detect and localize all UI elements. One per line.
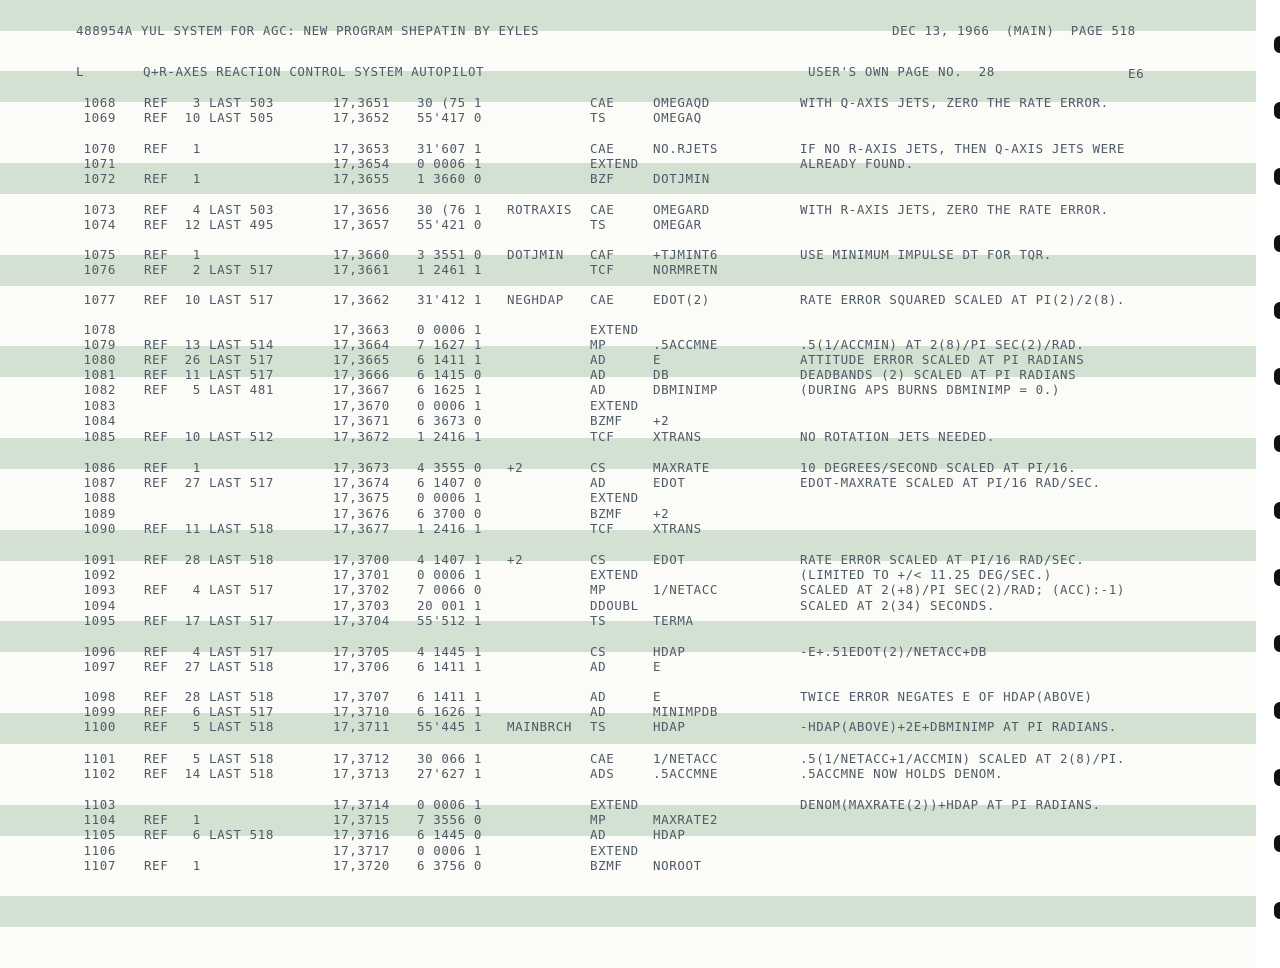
line-number: 1097 xyxy=(83,659,116,674)
address: 17,3673 xyxy=(333,460,390,475)
opcode: CAE xyxy=(590,141,615,156)
address: 17,3671 xyxy=(333,413,390,428)
opcode: CS xyxy=(590,644,607,659)
opcode: TS xyxy=(590,613,607,628)
address: 17,3707 xyxy=(333,689,390,704)
opcode: CAE xyxy=(590,751,615,766)
octal-word: 7 0066 0 xyxy=(417,582,483,597)
ref-field: REF 10 LAST 512 xyxy=(144,429,275,444)
operand: EDOT xyxy=(653,552,686,567)
address: 17,3652 xyxy=(333,110,390,125)
operand: OMEGAQ xyxy=(653,110,702,125)
line-number: 1079 xyxy=(83,337,116,352)
greenbar-stripe xyxy=(0,896,1256,927)
address: 17,3662 xyxy=(333,292,390,307)
line-number: 1089 xyxy=(83,506,116,521)
octal-word: 4 3555 0 xyxy=(417,460,483,475)
line-number: 1068 xyxy=(83,95,116,110)
line-number: 1071 xyxy=(83,156,116,171)
ref-field: REF 6 LAST 518 xyxy=(144,827,275,842)
operand: 1/NETACC xyxy=(653,751,719,766)
operand: OMEGARD xyxy=(653,202,710,217)
opcode: TCF xyxy=(590,262,615,277)
octal-word: 0 0006 1 xyxy=(417,398,483,413)
address: 17,3663 xyxy=(333,322,390,337)
ref-field: REF 6 LAST 517 xyxy=(144,704,275,719)
header-date-page: DEC 13, 1966 (MAIN) PAGE 518 xyxy=(892,23,1136,38)
opcode: AD xyxy=(590,475,607,490)
line-number: 1086 xyxy=(83,460,116,475)
line-number: 1087 xyxy=(83,475,116,490)
comment: EDOT-MAXRATE SCALED AT PI/16 RAD/SEC. xyxy=(800,475,1101,490)
opcode: AD xyxy=(590,659,607,674)
line-number: 1082 xyxy=(83,382,116,397)
octal-word: 6 1445 0 xyxy=(417,827,483,842)
line-number: 1070 xyxy=(83,141,116,156)
line-number: 1078 xyxy=(83,322,116,337)
octal-word: 55'421 0 xyxy=(417,217,483,232)
ref-field: REF 4 LAST 503 xyxy=(144,202,275,217)
comment: SCALED AT 2(+8)/PI SEC(2)/RAD; (ACC):-1) xyxy=(800,582,1126,597)
ref-field: REF 1 xyxy=(144,858,201,873)
line-number: 1084 xyxy=(83,413,116,428)
address: 17,3710 xyxy=(333,704,390,719)
label: MAINBRCH xyxy=(507,719,573,734)
operand: E xyxy=(653,689,662,704)
octal-word: 6 1625 1 xyxy=(417,382,483,397)
octal-word: 30 066 1 xyxy=(417,751,483,766)
sprocket-hole xyxy=(1274,702,1280,719)
operand: DBMINIMP xyxy=(653,382,719,397)
comment: IF NO R-AXIS JETS, THEN Q-AXIS JETS WERE xyxy=(800,141,1126,156)
octal-word: 31'412 1 xyxy=(417,292,483,307)
ref-field: REF 4 LAST 517 xyxy=(144,644,275,659)
opcode: BZF xyxy=(590,171,615,186)
line-number: 1080 xyxy=(83,352,116,367)
address: 17,3713 xyxy=(333,766,390,781)
operand: MAXRATE xyxy=(653,460,710,475)
ref-field: REF 12 LAST 495 xyxy=(144,217,275,232)
page-code: E6 xyxy=(1128,66,1145,81)
line-number: 1081 xyxy=(83,367,116,382)
ref-field: REF 27 LAST 517 xyxy=(144,475,275,490)
operand: MAXRATE2 xyxy=(653,812,719,827)
octal-word: 6 3700 0 xyxy=(417,506,483,521)
octal-word: 6 3756 0 xyxy=(417,858,483,873)
octal-word: 7 3556 0 xyxy=(417,812,483,827)
ref-field: REF 1 xyxy=(144,812,201,827)
ref-field: REF 5 LAST 481 xyxy=(144,382,275,397)
line-number: 1094 xyxy=(83,598,116,613)
octal-word: 3 3551 0 xyxy=(417,247,483,262)
address: 17,3655 xyxy=(333,171,390,186)
operand: NO.RJETS xyxy=(653,141,719,156)
opcode: EXTEND xyxy=(590,398,639,413)
line-number: 1099 xyxy=(83,704,116,719)
sprocket-hole xyxy=(1274,102,1280,119)
sprocket-hole xyxy=(1274,902,1280,919)
comment: -HDAP(ABOVE)+2E+DBMINIMP AT PI RADIANS. xyxy=(800,719,1117,734)
octal-word: 1 3660 0 xyxy=(417,171,483,186)
octal-word: 1 2416 1 xyxy=(417,521,483,536)
line-number: 1074 xyxy=(83,217,116,232)
label: NEGHDAP xyxy=(507,292,564,307)
address: 17,3660 xyxy=(333,247,390,262)
octal-word: 30 (75 1 xyxy=(417,95,483,110)
operand: E xyxy=(653,659,662,674)
comment: ATTITUDE ERROR SCALED AT PI RADIANS xyxy=(800,352,1085,367)
line-number: 1075 xyxy=(83,247,116,262)
tractor-feed-strip xyxy=(1256,0,1280,968)
octal-word: 0 0006 1 xyxy=(417,322,483,337)
operand: NORMRETN xyxy=(653,262,719,277)
line-number: 1102 xyxy=(83,766,116,781)
opcode: MP xyxy=(590,337,607,352)
comment: -E+.51EDOT(2)/NETACC+DB xyxy=(800,644,987,659)
ref-field: REF 17 LAST 517 xyxy=(144,613,275,628)
line-number: 1092 xyxy=(83,567,116,582)
operand: HDAP xyxy=(653,644,686,659)
comment: WITH R-AXIS JETS, ZERO THE RATE ERROR. xyxy=(800,202,1109,217)
opcode: TCF xyxy=(590,429,615,444)
ref-field: REF 28 LAST 518 xyxy=(144,689,275,704)
opcode: EXTEND xyxy=(590,843,639,858)
operand: EDOT xyxy=(653,475,686,490)
address: 17,3664 xyxy=(333,337,390,352)
line-number: 1093 xyxy=(83,582,116,597)
line-number: 1105 xyxy=(83,827,116,842)
ref-field: REF 10 LAST 517 xyxy=(144,292,275,307)
opcode: TS xyxy=(590,217,607,232)
opcode: EXTEND xyxy=(590,797,639,812)
address: 17,3665 xyxy=(333,352,390,367)
sprocket-hole xyxy=(1274,435,1280,452)
sprocket-hole xyxy=(1274,168,1280,185)
ref-field: REF 28 LAST 518 xyxy=(144,552,275,567)
sprocket-hole xyxy=(1274,36,1280,53)
octal-word: 0 0006 1 xyxy=(417,797,483,812)
sprocket-hole xyxy=(1274,635,1280,652)
line-number: 1103 xyxy=(83,797,116,812)
octal-word: 55'445 1 xyxy=(417,719,483,734)
address: 17,3702 xyxy=(333,582,390,597)
address: 17,3714 xyxy=(333,797,390,812)
opcode: AD xyxy=(590,704,607,719)
address: 17,3657 xyxy=(333,217,390,232)
ref-field: REF 11 LAST 518 xyxy=(144,521,275,536)
address: 17,3705 xyxy=(333,644,390,659)
line-number: 1096 xyxy=(83,644,116,659)
sprocket-hole xyxy=(1274,235,1280,252)
octal-word: 6 1411 1 xyxy=(417,659,483,674)
address: 17,3712 xyxy=(333,751,390,766)
opcode: EXTEND xyxy=(590,490,639,505)
operand: +2 xyxy=(653,413,670,428)
comment: NO ROTATION JETS NEEDED. xyxy=(800,429,996,444)
label: DOTJMIN xyxy=(507,247,564,262)
operand: XTRANS xyxy=(653,521,702,536)
label: +2 xyxy=(507,552,524,567)
address: 17,3703 xyxy=(333,598,390,613)
label: ROTRAXIS xyxy=(507,202,573,217)
sprocket-hole xyxy=(1274,769,1280,786)
octal-word: 55'512 1 xyxy=(417,613,483,628)
opcode: ADS xyxy=(590,766,615,781)
sprocket-hole xyxy=(1274,368,1280,385)
line-number: 1098 xyxy=(83,689,116,704)
octal-word: 4 1407 1 xyxy=(417,552,483,567)
address: 17,3661 xyxy=(333,262,390,277)
ref-field: REF 26 LAST 517 xyxy=(144,352,275,367)
address: 17,3716 xyxy=(333,827,390,842)
comment: RATE ERROR SQUARED SCALED AT PI(2)/2(8). xyxy=(800,292,1126,307)
ref-field: REF 5 LAST 518 xyxy=(144,751,275,766)
address: 17,3654 xyxy=(333,156,390,171)
comment: .5(1/ACCMIN) AT 2(8)/PI SEC(2)/RAD. xyxy=(800,337,1085,352)
sprocket-hole xyxy=(1274,302,1280,319)
operand: DB xyxy=(653,367,670,382)
line-number: 1083 xyxy=(83,398,116,413)
opcode: AD xyxy=(590,352,607,367)
line-number: 1095 xyxy=(83,613,116,628)
address: 17,3666 xyxy=(333,367,390,382)
ref-field: REF 1 xyxy=(144,141,201,156)
opcode: TS xyxy=(590,719,607,734)
operand: HDAP xyxy=(653,827,686,842)
operand: E xyxy=(653,352,662,367)
opcode: MP xyxy=(590,582,607,597)
line-number: 1091 xyxy=(83,552,116,567)
line-number: 1107 xyxy=(83,858,116,873)
opcode: EXTEND xyxy=(590,567,639,582)
opcode: CS xyxy=(590,552,607,567)
address: 17,3667 xyxy=(333,382,390,397)
address: 17,3670 xyxy=(333,398,390,413)
line-number: 1106 xyxy=(83,843,116,858)
ref-field: REF 1 xyxy=(144,171,201,186)
line-number: 1085 xyxy=(83,429,116,444)
octal-word: 0 0006 1 xyxy=(417,490,483,505)
octal-word: 0 0006 1 xyxy=(417,156,483,171)
ref-field: REF 14 LAST 518 xyxy=(144,766,275,781)
operand: EDOT(2) xyxy=(653,292,710,307)
octal-word: 0 0006 1 xyxy=(417,843,483,858)
opcode: MP xyxy=(590,812,607,827)
comment: DEADBANDS (2) SCALED AT PI RADIANS xyxy=(800,367,1077,382)
comment: .5ACCMNE NOW HOLDS DENOM. xyxy=(800,766,1004,781)
comment: (LIMITED TO +/< 11.25 DEG/SEC.) xyxy=(800,567,1052,582)
comment: .5(1/NETACC+1/ACCMIN) SCALED AT 2(8)/PI. xyxy=(800,751,1126,766)
ref-field: REF 11 LAST 517 xyxy=(144,367,275,382)
ref-field: REF 4 LAST 517 xyxy=(144,582,275,597)
opcode: TS xyxy=(590,110,607,125)
ref-field: REF 10 LAST 505 xyxy=(144,110,275,125)
operand: .5ACCMNE xyxy=(653,337,719,352)
sprocket-hole xyxy=(1274,569,1280,586)
octal-word: 1 2416 1 xyxy=(417,429,483,444)
address: 17,3656 xyxy=(333,202,390,217)
opcode: EXTEND xyxy=(590,322,639,337)
comment: 10 DEGREES/SECOND SCALED AT PI/16. xyxy=(800,460,1077,475)
operand: OMEGAQD xyxy=(653,95,710,110)
ref-field: REF 3 LAST 503 xyxy=(144,95,275,110)
line-number: 1072 xyxy=(83,171,116,186)
line-number: 1101 xyxy=(83,751,116,766)
sprocket-hole xyxy=(1274,502,1280,519)
opcode: EXTEND xyxy=(590,156,639,171)
octal-word: 6 1411 1 xyxy=(417,352,483,367)
octal-word: 4 1445 1 xyxy=(417,644,483,659)
octal-word: 6 3673 0 xyxy=(417,413,483,428)
line-number: 1077 xyxy=(83,292,116,307)
line-number: 1090 xyxy=(83,521,116,536)
sprocket-hole xyxy=(1274,835,1280,852)
opcode: CAE xyxy=(590,202,615,217)
operand: XTRANS xyxy=(653,429,702,444)
octal-word: 0 0006 1 xyxy=(417,567,483,582)
label: +2 xyxy=(507,460,524,475)
user-page-number: USER'S OWN PAGE NO. 28 xyxy=(808,64,995,79)
header-title: 488954A YUL SYSTEM FOR AGC: NEW PROGRAM SHEPATIN BY EYLES xyxy=(76,23,540,38)
opcode: CS xyxy=(590,460,607,475)
octal-word: 7 1627 1 xyxy=(417,337,483,352)
operand: TERMA xyxy=(653,613,694,628)
octal-word: 30 (76 1 xyxy=(417,202,483,217)
operand: 1/NETACC xyxy=(653,582,719,597)
opcode: CAF xyxy=(590,247,615,262)
subheader-mark: L xyxy=(76,64,85,79)
address: 17,3700 xyxy=(333,552,390,567)
operand: MINIMPDB xyxy=(653,704,719,719)
address: 17,3715 xyxy=(333,812,390,827)
ref-field: REF 1 xyxy=(144,247,201,262)
operand: DOTJMIN xyxy=(653,171,710,186)
opcode: AD xyxy=(590,382,607,397)
opcode: BZMF xyxy=(590,858,623,873)
operand: HDAP xyxy=(653,719,686,734)
octal-word: 1 2461 1 xyxy=(417,262,483,277)
opcode: BZMF xyxy=(590,413,623,428)
operand: OMEGAR xyxy=(653,217,702,232)
address: 17,3706 xyxy=(333,659,390,674)
octal-word: 55'417 0 xyxy=(417,110,483,125)
octal-word: 31'607 1 xyxy=(417,141,483,156)
line-number: 1076 xyxy=(83,262,116,277)
line-number: 1088 xyxy=(83,490,116,505)
address: 17,3701 xyxy=(333,567,390,582)
comment: WITH Q-AXIS JETS, ZERO THE RATE ERROR. xyxy=(800,95,1109,110)
ref-field: REF 5 LAST 518 xyxy=(144,719,275,734)
opcode: DDOUBL xyxy=(590,598,639,613)
octal-word: 6 1407 0 xyxy=(417,475,483,490)
line-number: 1104 xyxy=(83,812,116,827)
octal-word: 6 1626 1 xyxy=(417,704,483,719)
comment: DENOM(MAXRATE(2))+HDAP AT PI RADIANS. xyxy=(800,797,1101,812)
line-number: 1073 xyxy=(83,202,116,217)
comment: ALREADY FOUND. xyxy=(800,156,914,171)
line-number: 1100 xyxy=(83,719,116,734)
ref-field: REF 27 LAST 518 xyxy=(144,659,275,674)
address: 17,3717 xyxy=(333,843,390,858)
opcode: BZMF xyxy=(590,506,623,521)
ref-field: REF 1 xyxy=(144,460,201,475)
ref-field: REF 13 LAST 514 xyxy=(144,337,275,352)
address: 17,3675 xyxy=(333,490,390,505)
operand: +TJMINT6 xyxy=(653,247,719,262)
address: 17,3676 xyxy=(333,506,390,521)
address: 17,3672 xyxy=(333,429,390,444)
octal-word: 6 1415 0 xyxy=(417,367,483,382)
comment: RATE ERROR SCALED AT PI/16 RAD/SEC. xyxy=(800,552,1085,567)
address: 17,3674 xyxy=(333,475,390,490)
address: 17,3704 xyxy=(333,613,390,628)
comment: TWICE ERROR NEGATES E OF HDAP(ABOVE) xyxy=(800,689,1093,704)
address: 17,3651 xyxy=(333,95,390,110)
opcode: CAE xyxy=(590,292,615,307)
address: 17,3720 xyxy=(333,858,390,873)
operand: +2 xyxy=(653,506,670,521)
operand: NOROOT xyxy=(653,858,702,873)
ref-field: REF 2 LAST 517 xyxy=(144,262,275,277)
octal-word: 27'627 1 xyxy=(417,766,483,781)
address: 17,3711 xyxy=(333,719,390,734)
comment: (DURING APS BURNS DBMINIMP = 0.) xyxy=(800,382,1061,397)
opcode: AD xyxy=(590,827,607,842)
opcode: AD xyxy=(590,689,607,704)
address: 17,3677 xyxy=(333,521,390,536)
section-title: Q+R-AXES REACTION CONTROL SYSTEM AUTOPILOT xyxy=(143,64,485,79)
comment: SCALED AT 2(34) SECONDS. xyxy=(800,598,996,613)
opcode: AD xyxy=(590,367,607,382)
opcode: CAE xyxy=(590,95,615,110)
octal-word: 6 1411 1 xyxy=(417,689,483,704)
address: 17,3653 xyxy=(333,141,390,156)
octal-word: 20 001 1 xyxy=(417,598,483,613)
opcode: TCF xyxy=(590,521,615,536)
operand: .5ACCMNE xyxy=(653,766,719,781)
line-number: 1069 xyxy=(83,110,116,125)
comment: USE MINIMUM IMPULSE DT FOR TQR. xyxy=(800,247,1052,262)
